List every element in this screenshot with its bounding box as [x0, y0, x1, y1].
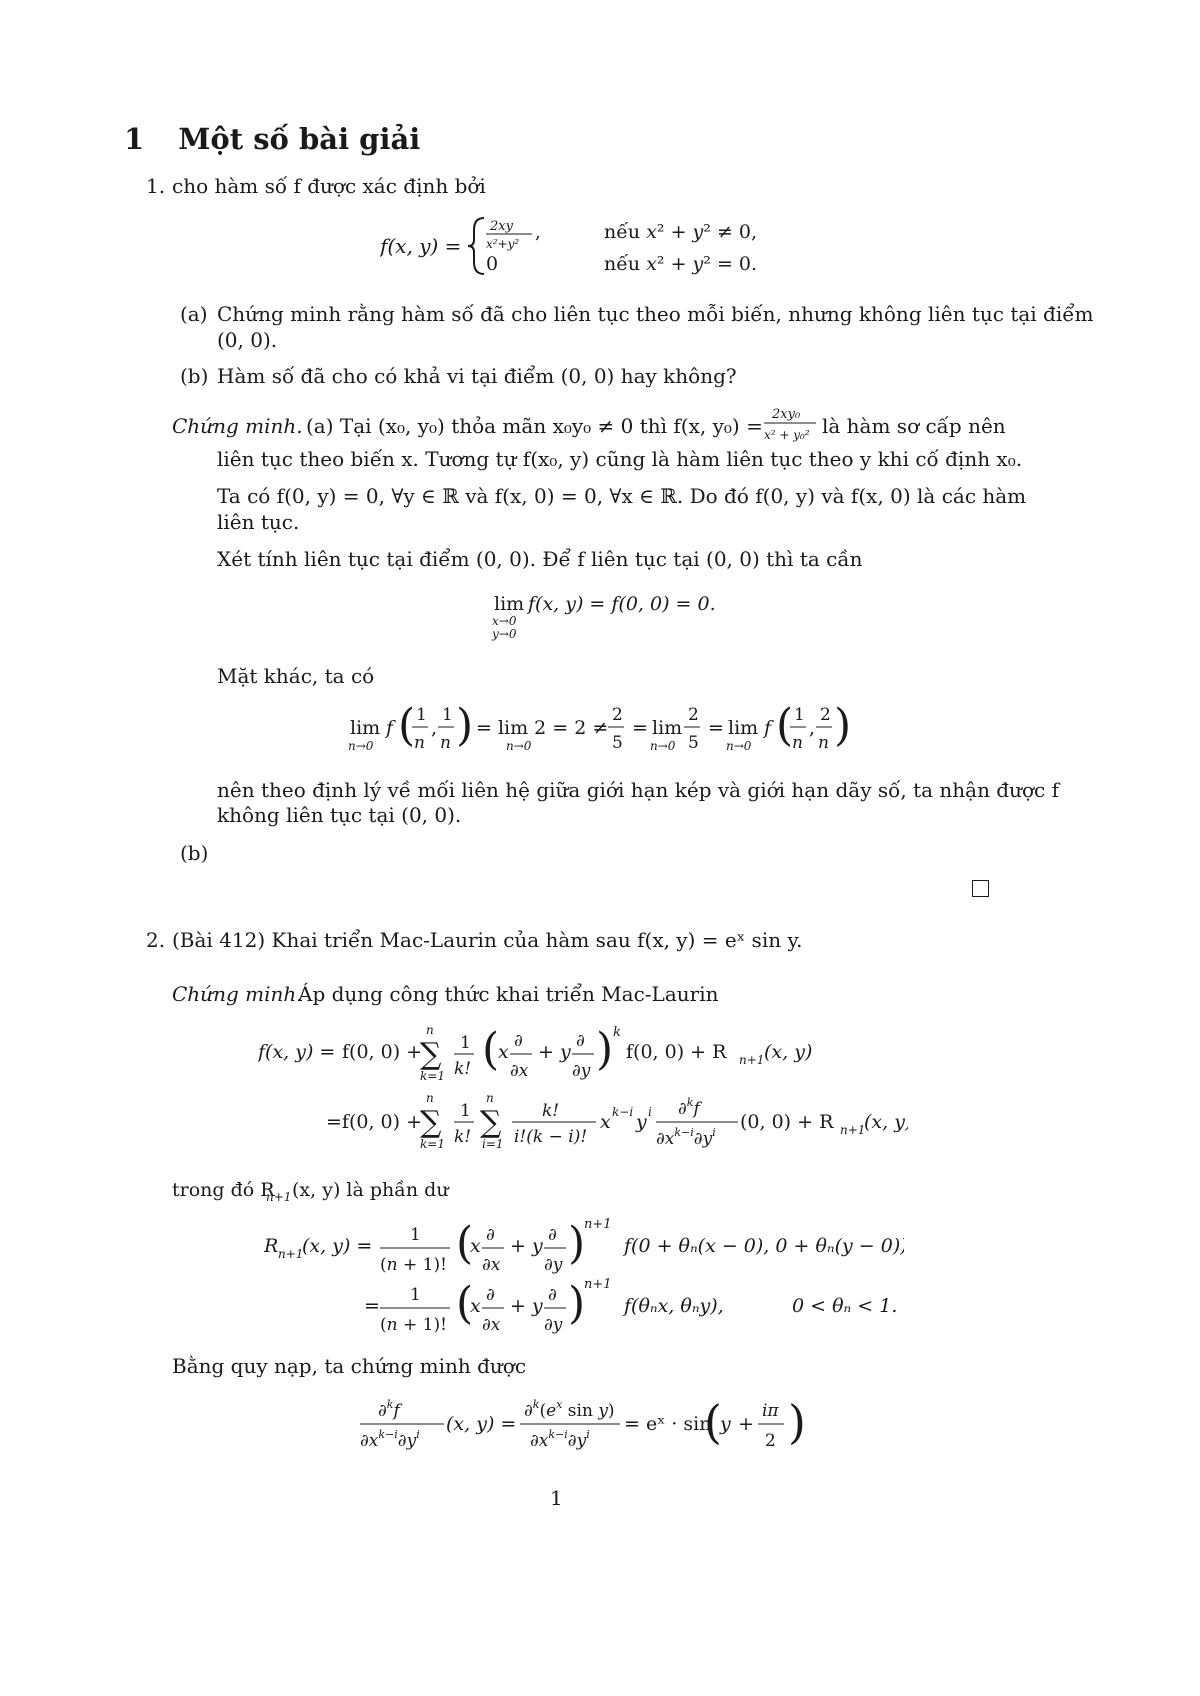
svg-text:n+1: n+1	[266, 1190, 292, 1204]
lim-4-sub: n→0	[726, 739, 752, 753]
svg-text:(: (	[456, 1278, 474, 1329]
svg-text:(: (	[704, 1395, 722, 1449]
svg-text:∂y: ∂y	[572, 1061, 591, 1081]
svg-text:∑: ∑	[420, 1037, 442, 1072]
eq1-lhs: f(x, y) =	[258, 1041, 336, 1063]
piecewise-svg	[380, 212, 780, 278]
svg-text:∂x: ∂x	[510, 1061, 529, 1081]
proof-a-tail: là hàm sơ cấp nên	[822, 414, 1006, 438]
svg-text:+: +	[738, 1413, 754, 1435]
svg-text:n+1: n+1	[584, 1277, 612, 1292]
svg-text:∑: ∑	[480, 1105, 502, 1140]
frac-5-den: n	[792, 733, 803, 753]
svg-text:1: 1	[460, 1033, 471, 1053]
lim-3-sub: n→0	[650, 739, 676, 753]
conclusion-line1: nên theo định lý về mối liên hệ giữa giới hạn kép và giới hạn dãy số, ta nhận được f	[217, 778, 1059, 802]
fraction-numerator: 2xy₀	[772, 407, 801, 422]
eq2-a: =f(0, 0) +	[326, 1111, 422, 1133]
svg-text:f(x, y) =: f(x, y) =	[380, 234, 462, 258]
part-b-proof-label: (b)	[180, 841, 209, 865]
problem-1-intro: cho hàm số f được xác định bởi	[172, 174, 486, 198]
section-number: 1	[124, 122, 145, 156]
svg-text:k=1: k=1	[420, 1137, 445, 1151]
svg-text:∂x: ∂x	[482, 1255, 501, 1275]
paren-r-2: )	[834, 700, 852, 751]
proof-a-fraction	[762, 404, 818, 446]
svg-text:∂y: ∂y	[544, 1255, 563, 1275]
svg-text:(: (	[482, 1024, 500, 1075]
proof-2-text: Áp dụng công thức khai triển Mac-Laurin	[298, 982, 719, 1006]
maclaurin-expansion	[258, 1018, 908, 1158]
svg-text:n+1: n+1	[584, 1217, 612, 1232]
frac-2-den: n	[440, 733, 451, 753]
svg-text:1: 1	[460, 1101, 471, 1121]
proof-p3: Xét tính liên tục tại điểm (0, 0). Để f liên tục tại (0, 0) thì ta cần	[217, 547, 863, 571]
svg-text:i: i	[648, 1105, 652, 1119]
svg-text:i!(k − i)!: i!(k − i)!	[514, 1127, 588, 1147]
svg-text:0: 0	[486, 253, 499, 275]
svg-text:n: n	[426, 1023, 434, 1037]
problem-2-title: (Bài 412) Khai triển Mac-Laurin của hàm sau f(x, y) = eˣ sin y.	[172, 928, 803, 952]
frac-5-num: 1	[794, 705, 805, 725]
section-title: Một số bài giải	[178, 122, 421, 156]
remainder-intro	[172, 1176, 492, 1204]
svg-text:,: ,	[535, 222, 541, 243]
svg-text:y: y	[636, 1111, 647, 1133]
part-a-label: (a)	[180, 302, 208, 326]
svg-text:∂: ∂	[486, 1285, 495, 1305]
remainder-equation	[264, 1214, 904, 1346]
svg-text:n+1: n+1	[739, 1053, 765, 1067]
frac-3-den: 5	[612, 733, 623, 753]
eq1-a: f(0, 0) +	[342, 1041, 423, 1063]
svg-text:n: n	[426, 1091, 434, 1105]
svg-text:n: n	[486, 1091, 494, 1105]
lim-1-sub: n→0	[348, 739, 374, 753]
fraction-denominator: x² + y₀²	[764, 428, 810, 442]
f-2: f	[764, 717, 772, 739]
frac-1-num: 1	[416, 705, 427, 725]
svg-text:+ y: + y	[510, 1235, 543, 1257]
f-1: f	[386, 717, 394, 739]
svg-text:): )	[568, 1278, 586, 1329]
frac-6-den: n	[818, 733, 829, 753]
eq1-b: f(0, 0) + R	[626, 1041, 727, 1063]
eq2-b: (0, 0) + R	[740, 1111, 834, 1133]
limit-chain	[346, 700, 866, 762]
eq3-tail: f(0 + θₙ(x − 0), 0 + θₙ(y − 0))	[624, 1235, 904, 1257]
final-rhs: = eˣ · sin	[624, 1413, 712, 1435]
frac-4-den: 5	[688, 733, 699, 753]
lim-rhs: f(x, y) = f(0, 0) = 0.	[528, 593, 716, 615]
paren-l-1: (	[398, 700, 416, 751]
frac-4-num: 2	[688, 705, 699, 725]
svg-text:∂xk−i∂yi: $\partial x^{k-i}\partial y^i$	[530, 1428, 590, 1451]
proof-p2-line2: liên tục.	[217, 510, 300, 534]
part-a-line1: Chứng minh rằng hàm số đã cho liên tục theo mỗi biến, nhưng không liên tục tại điểm	[217, 302, 1094, 326]
comma-2: ,	[809, 717, 816, 739]
paren-r-1: )	[456, 700, 474, 751]
svg-text:x: x	[498, 1041, 509, 1063]
derivative-formula	[360, 1392, 820, 1454]
eq-sign-2: =	[632, 717, 648, 739]
lim-sub-x: x→0	[492, 614, 517, 628]
qed-square-icon	[972, 880, 989, 897]
part-b-text: Hàm số đã cho có khả vi tại điểm (0, 0) hay không?	[217, 364, 737, 388]
lim-3: lim	[652, 717, 683, 739]
proof-p2-line1: Ta có f(0, y) = 0, ∀y ∈ ℝ và f(x, 0) = 0, ∀x ∈ ℝ. Do đó f(0, y) và f(x, 0) là các hàm	[217, 484, 1027, 508]
svg-text:∂: ∂	[576, 1031, 585, 1051]
svg-text:1: 1	[410, 1285, 421, 1305]
svg-text:x: x	[470, 1295, 481, 1317]
svg-text:(n + 1)!: (n + 1)!	[380, 1315, 447, 1335]
svg-text:+ y: + y	[510, 1295, 543, 1317]
svg-text:(: (	[456, 1218, 474, 1269]
lim-sub-y: y→0	[492, 627, 517, 641]
comma-1: ,	[431, 717, 438, 739]
frac-6-num: 2	[820, 705, 831, 725]
svg-text:∂xk−i∂yi: $\partial x^{k-i}\partial y^i$	[360, 1428, 420, 1451]
svg-text:∂kf: ∂$^k$f	[678, 1096, 700, 1119]
piecewise-definition	[380, 212, 780, 278]
svg-text:y: y	[720, 1413, 731, 1435]
svg-text:x²+y²: x²+y²	[486, 237, 520, 251]
eq2-c: (x, y)	[864, 1111, 908, 1133]
final-mid: (x, y) =	[446, 1413, 517, 1435]
svg-text:): )	[788, 1395, 806, 1449]
proof-label-2: Chứng minh.	[172, 982, 303, 1006]
lim-1: lim	[350, 717, 381, 739]
svg-text:k!: k!	[454, 1127, 472, 1147]
svg-text:k!: k!	[454, 1059, 472, 1079]
eq3-lhs2: (x, y) =	[302, 1235, 373, 1257]
svg-text:i=1: i=1	[482, 1137, 504, 1151]
svg-text:∂: ∂	[548, 1285, 557, 1305]
lim-chain-middle: = lim 2 = 2 ≠	[476, 717, 609, 739]
frac-3-num: 2	[612, 705, 623, 725]
conclusion-line2: không liên tục tại (0, 0).	[217, 803, 462, 827]
page-number: 1	[550, 1486, 563, 1510]
svg-text:k=1: k=1	[420, 1069, 445, 1083]
eq4-tail: f(θₙx, θₙy),	[624, 1295, 724, 1317]
svg-text:): )	[568, 1218, 586, 1269]
lim-operator: lim	[494, 593, 525, 615]
proof-a-text: (a) Tại (x₀, y₀) thỏa mãn x₀y₀ ≠ 0 thì f(x, y₀) =	[306, 414, 763, 438]
part-a-line2: (0, 0).	[217, 328, 278, 352]
svg-text:k!: k!	[542, 1101, 560, 1121]
lim-2-sub: n→0	[506, 739, 532, 753]
svg-text:n+1: n+1	[840, 1123, 866, 1137]
section-heading	[124, 122, 420, 156]
svg-text:∂y: ∂y	[544, 1315, 563, 1335]
remainder-intro-a: trong đó R	[172, 1179, 275, 1201]
problem-2-number: 2.	[146, 928, 166, 952]
eq3-lhs: R	[264, 1235, 279, 1257]
svg-text:2xy: 2xy	[490, 219, 513, 234]
induction-text: Bằng quy nạp, ta chứng minh được	[172, 1354, 527, 1378]
paren-l-2: (	[776, 700, 794, 751]
eq1-c: (x, y)	[764, 1041, 813, 1063]
problem-1-number: 1.	[146, 174, 166, 198]
svg-text:∂: ∂	[486, 1225, 495, 1245]
other-hand-text: Mặt khác, ta có	[217, 664, 375, 688]
svg-text:k−i: k−i	[612, 1105, 634, 1119]
svg-text:∂: ∂	[514, 1031, 523, 1051]
svg-text:(n + 1)!: (n + 1)!	[380, 1255, 447, 1275]
proof-a-line2: liên tục theo biến x. Tương tự f(x₀, y) cũng là hàm liên tục theo y khi cố định x₀.	[217, 447, 1023, 471]
svg-text:2: 2	[765, 1431, 776, 1451]
svg-text:k: k	[613, 1025, 621, 1040]
svg-text:∂k(ex sin y): $\partial^k(e^x$ sin y)	[524, 1398, 615, 1421]
eq4-cond: 0 < θₙ < 1.	[792, 1295, 898, 1317]
svg-text:x: x	[600, 1111, 611, 1133]
svg-text:nếu x² + y² = 0.: nếu x² + y² = 0.	[604, 253, 758, 275]
svg-text:1: 1	[410, 1225, 421, 1245]
svg-text:n+1: n+1	[278, 1247, 304, 1261]
frac-2-num: 1	[442, 705, 453, 725]
proof-label-1: Chứng minh.	[172, 414, 303, 438]
limit-equation	[490, 588, 730, 644]
svg-text:x: x	[470, 1235, 481, 1257]
svg-text:∂xk−i∂yi: $\partial x^{k-i}\partial y^i$	[656, 1126, 716, 1149]
remainder-intro-b: (x, y) là phần dư	[292, 1179, 449, 1201]
lim-4: lim	[728, 717, 759, 739]
svg-text:∑: ∑	[420, 1105, 442, 1140]
eq-sign-3: =	[708, 717, 724, 739]
svg-text:∂x: ∂x	[482, 1315, 501, 1335]
part-b-label: (b)	[180, 364, 209, 388]
svg-text:+ y: + y	[538, 1041, 571, 1063]
svg-text:∂kf: ∂$^k$f	[378, 1398, 400, 1421]
svg-text:iπ: iπ	[762, 1401, 779, 1421]
svg-text:∂: ∂	[548, 1225, 557, 1245]
svg-text:nếu x² + y² ≠ 0,: nếu x² + y² ≠ 0,	[604, 221, 758, 243]
svg-text:): )	[596, 1024, 614, 1075]
frac-1-den: n	[414, 733, 425, 753]
svg-text:=: =	[364, 1295, 380, 1317]
